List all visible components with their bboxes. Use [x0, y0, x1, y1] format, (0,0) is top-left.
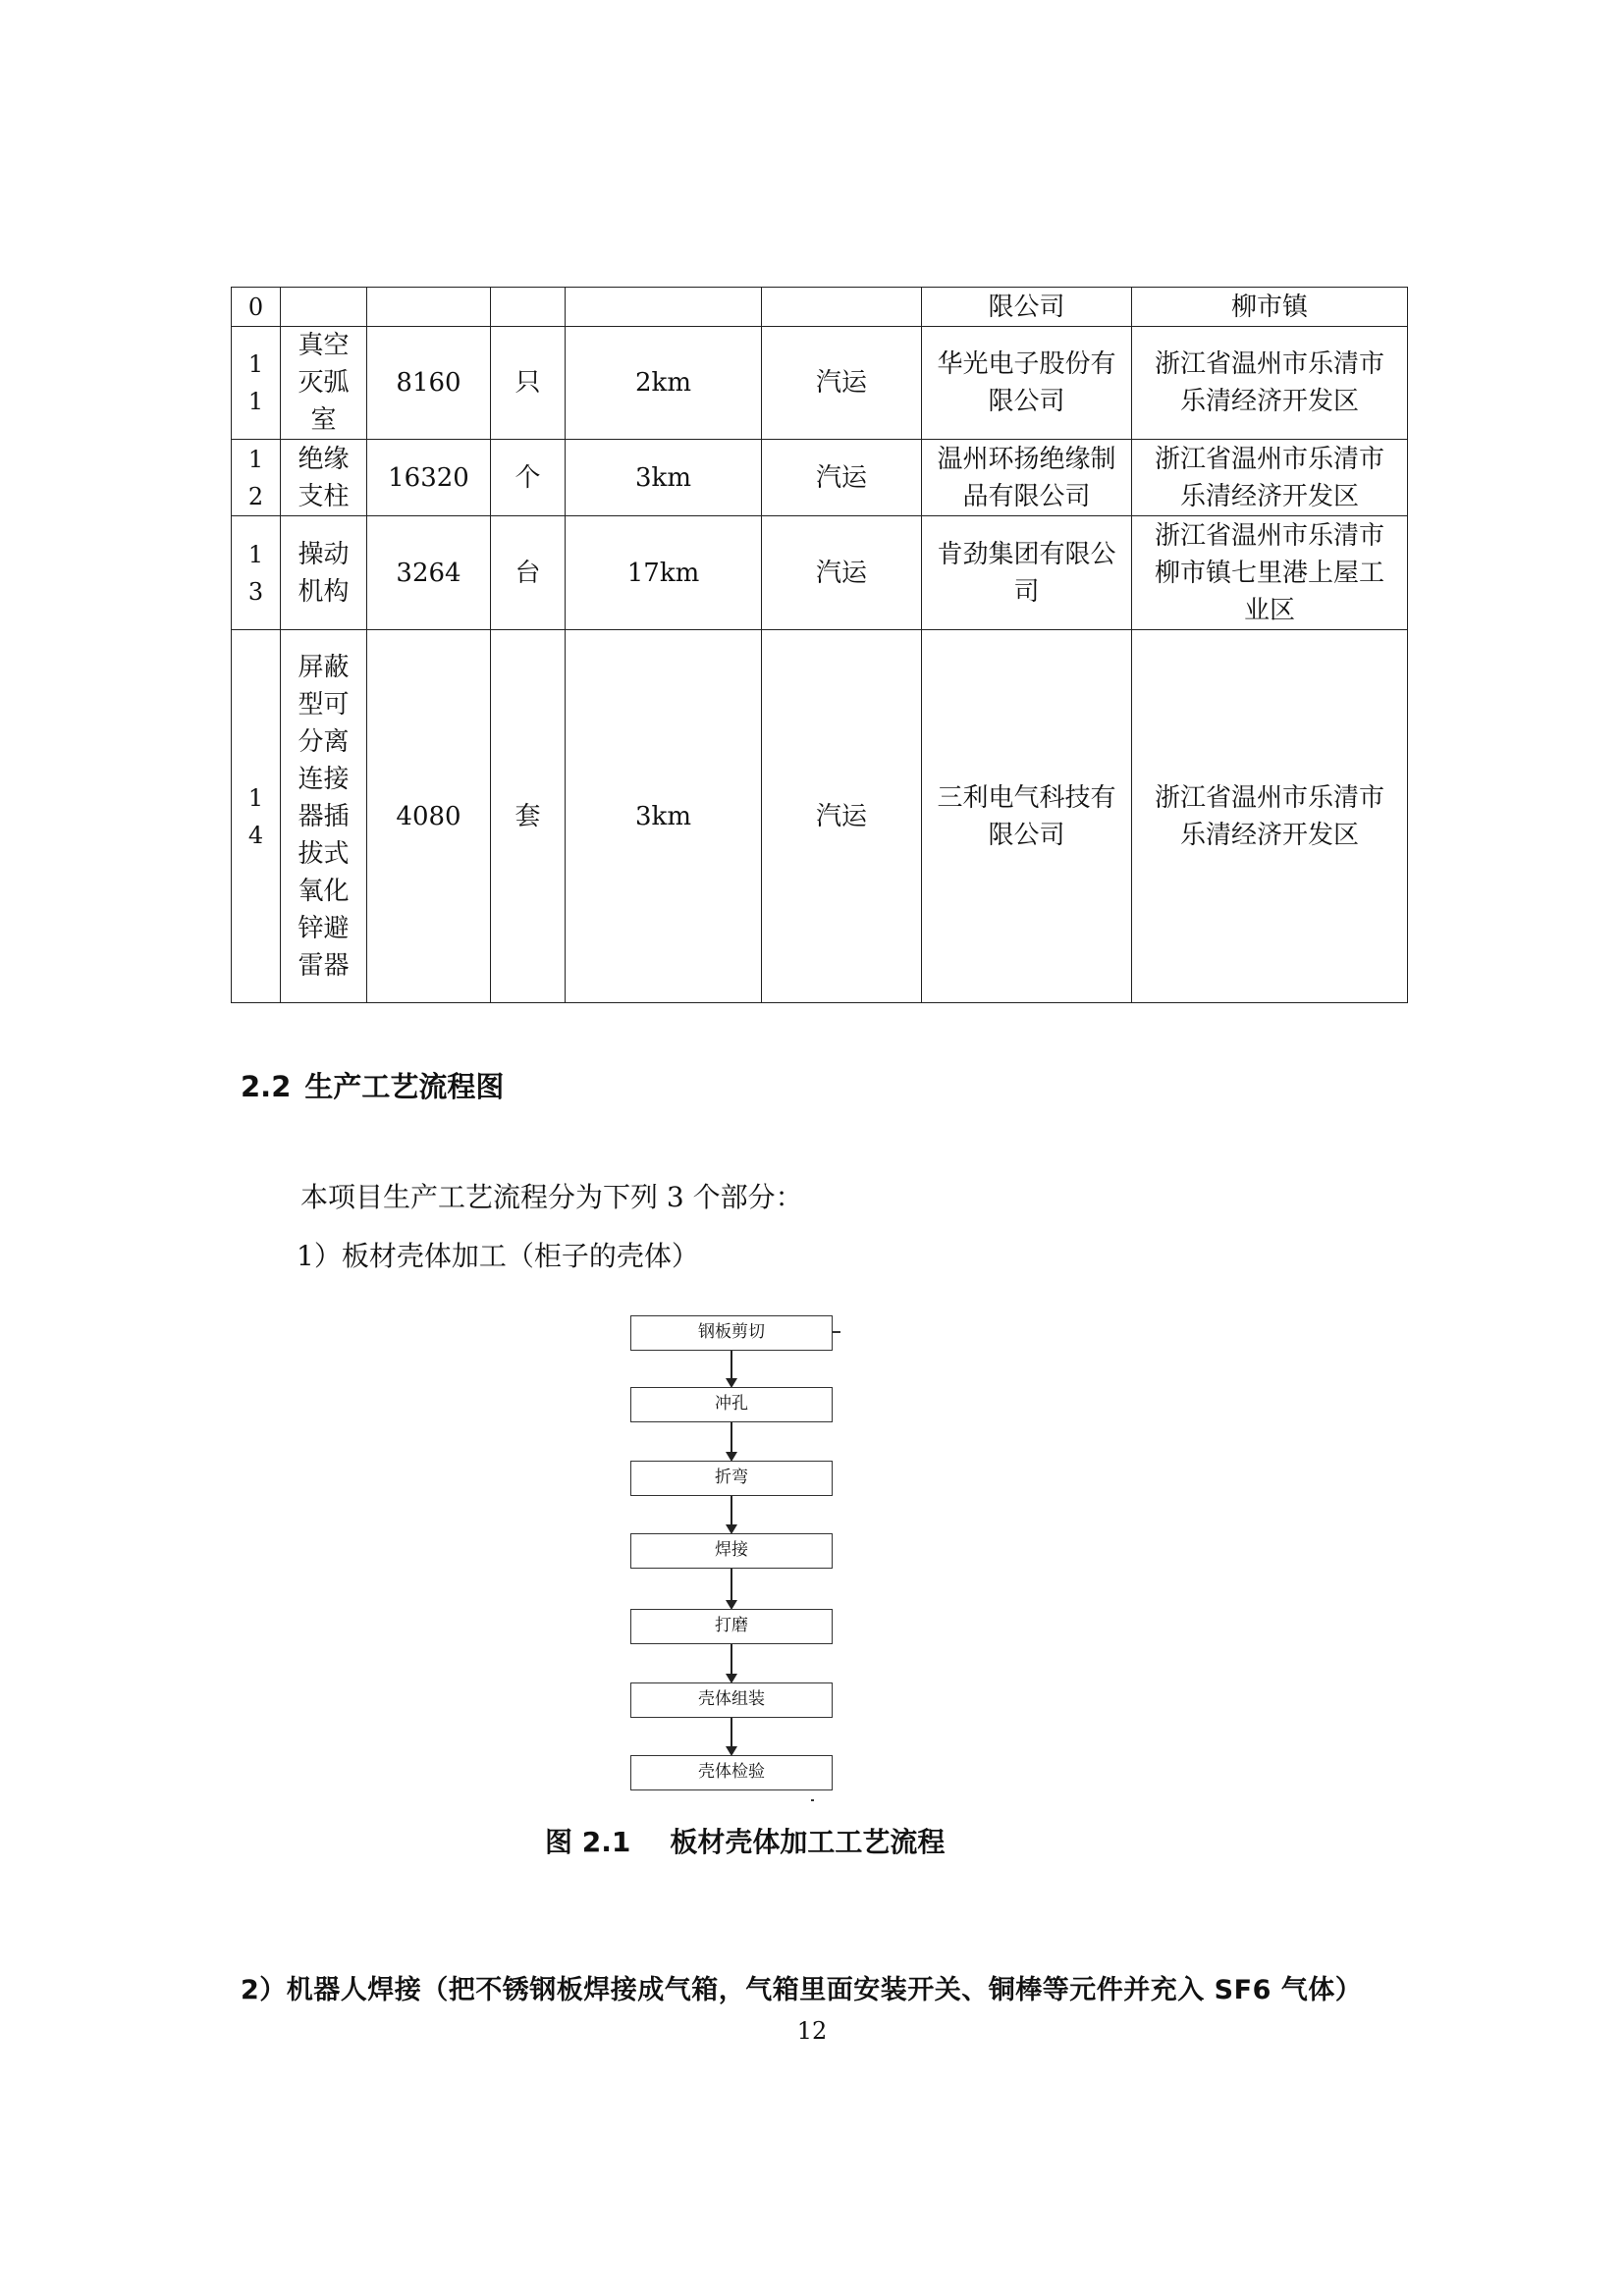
unit-cell: 只 — [491, 327, 566, 440]
address-cell: 柳市镇 — [1132, 288, 1408, 327]
flow-tail-mark — [811, 1799, 814, 1801]
flow-step-box: 冲孔 — [630, 1387, 833, 1422]
page-number: 12 — [796, 2017, 828, 2045]
material-name: 屏蔽型可分离连接器插拔式氧化锌避雷器 — [281, 630, 367, 1003]
distance-cell: 3km — [566, 440, 762, 516]
flow-arrow — [731, 1644, 732, 1682]
step2-heading: 2）机器人焊接（把不锈钢板焊接成气箱，气箱里面安装开关、铜棒等元件并充入 SF6 气体） — [241, 1975, 1363, 2005]
transport-cell: 汽运 — [762, 327, 922, 440]
material-name: 绝缘支柱 — [281, 440, 367, 516]
flow-step-box: 壳体组装 — [630, 1682, 833, 1718]
distance-cell: 3km — [566, 630, 762, 1003]
flow-arrow — [731, 1422, 732, 1460]
supplier-table — [231, 287, 1408, 1003]
quantity-cell: 3264 — [367, 516, 491, 630]
flow-arrow — [731, 1569, 732, 1608]
intro-paragraph: 本项目生产工艺流程分为下列 3 个部分： — [300, 1181, 803, 1213]
transport-cell: 汽运 — [762, 630, 922, 1003]
quantity-cell: 8160 — [367, 327, 491, 440]
quantity-cell: 16320 — [367, 440, 491, 516]
flow-step-box: 焊接 — [630, 1533, 833, 1569]
figure-caption — [545, 1821, 945, 1860]
supplier-cell: 三利电气科技有限公司 — [922, 630, 1132, 1003]
row-index: 11 — [232, 327, 281, 440]
quantity-cell: 4080 — [367, 630, 491, 1003]
process-flow-diagram — [619, 1301, 854, 1811]
address-cell: 浙江省温州市乐清市柳市镇七里港上屋工业区 — [1132, 516, 1408, 630]
transport-cell — [762, 288, 922, 327]
flow-step-box: 钢板剪切 — [630, 1315, 833, 1351]
section-title: 生产工艺流程图 — [304, 1070, 505, 1103]
section-heading — [241, 1065, 504, 1105]
distance-cell: 2km — [566, 327, 762, 440]
address-cell: 浙江省温州市乐清市乐清经济开发区 — [1132, 327, 1408, 440]
row-index: 12 — [232, 440, 281, 516]
transport-cell: 汽运 — [762, 516, 922, 630]
table-row — [232, 630, 1408, 1003]
material-name: 操动机构 — [281, 516, 367, 630]
supplier-cell: 限公司 — [922, 288, 1132, 327]
section-number: 2.2 — [241, 1070, 292, 1103]
material-name — [281, 288, 367, 327]
flow-step-box: 折弯 — [630, 1461, 833, 1496]
supplier-cell: 温州环扬绝缘制品有限公司 — [922, 440, 1132, 516]
row-index: 13 — [232, 516, 281, 630]
unit-cell: 个 — [491, 440, 566, 516]
row-index: 14 — [232, 630, 281, 1003]
figure-number: 图 2.1 — [545, 1826, 631, 1858]
flow-tail-mark — [833, 1331, 840, 1333]
distance-cell: 17km — [566, 516, 762, 630]
row-index: 0 — [232, 288, 281, 327]
table-row — [232, 327, 1408, 440]
quantity-cell — [367, 288, 491, 327]
supplier-cell: 华光电子股份有限公司 — [922, 327, 1132, 440]
transport-cell: 汽运 — [762, 440, 922, 516]
unit-cell: 台 — [491, 516, 566, 630]
unit-cell: 套 — [491, 630, 566, 1003]
distance-cell — [566, 288, 762, 327]
unit-cell — [491, 288, 566, 327]
supplier-cell: 肯劲集团有限公司 — [922, 516, 1132, 630]
table-row — [232, 516, 1408, 630]
table-row — [232, 440, 1408, 516]
address-cell: 浙江省温州市乐清市乐清经济开发区 — [1132, 630, 1408, 1003]
flow-step-box: 打磨 — [630, 1609, 833, 1644]
flow-arrow — [731, 1496, 732, 1532]
table-row — [232, 288, 1408, 327]
flow-step-box: 壳体检验 — [630, 1755, 833, 1790]
address-cell: 浙江省温州市乐清市乐清经济开发区 — [1132, 440, 1408, 516]
flow-arrow — [731, 1351, 732, 1386]
figure-title: 板材壳体加工工艺流程 — [670, 1826, 946, 1858]
material-name: 真空灭弧室 — [281, 327, 367, 440]
step1-heading: 1）板材壳体加工（柜子的壳体） — [297, 1240, 699, 1272]
flow-arrow — [731, 1718, 732, 1754]
